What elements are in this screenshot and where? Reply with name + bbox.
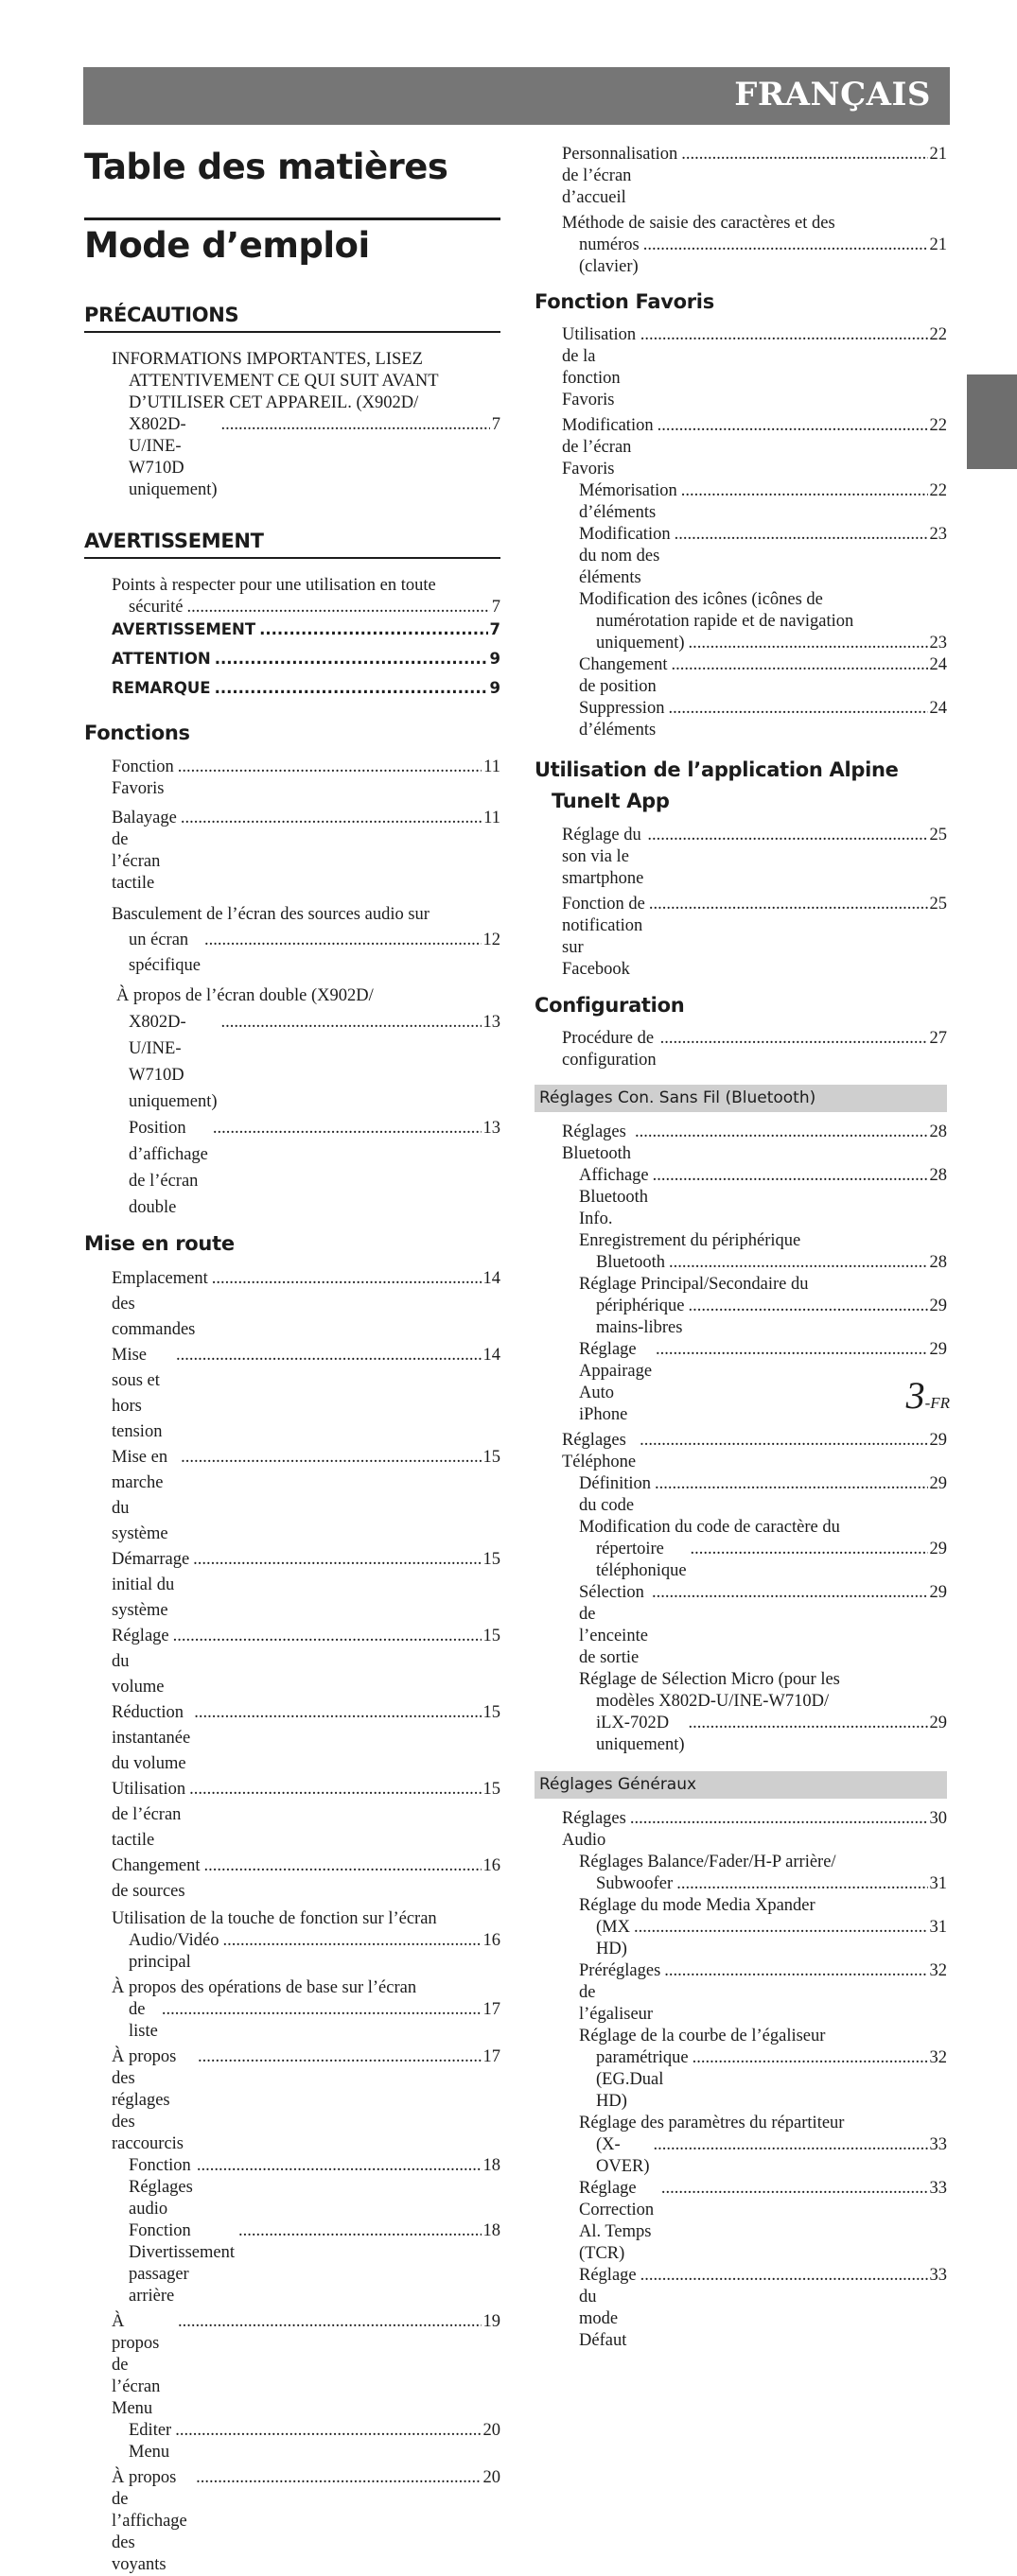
toc-entry[interactable]: Balayage de l’écran tactile ..... 11 xyxy=(84,808,500,895)
toc-entry[interactable]: Utilisation de l’écran tactile ..... 15 xyxy=(84,1777,500,1854)
left-column xyxy=(84,140,500,2576)
toc-entry[interactable]: À propos des opérations de base sur l’écran de liste ..... 17 xyxy=(84,1977,500,2043)
alpine-entries xyxy=(535,825,947,981)
subsection-bluetooth: Réglages Con. Sans Fil (Bluetooth) xyxy=(535,1085,947,1112)
toc-entry[interactable]: À propos de l’écran Menu ..... 19 Editer Menu ..... 20 xyxy=(84,2311,500,2463)
side-tab-marker xyxy=(967,374,1017,469)
manual-title: Mode d’emploi xyxy=(84,225,370,266)
toc-entry[interactable]: Procédure de configuration ..... 27 xyxy=(535,1028,947,1071)
fonctions-entries xyxy=(84,757,500,1221)
title-divider xyxy=(84,218,500,220)
toc-entry[interactable]: Fonction de notification sur Facebook ..... 25 xyxy=(535,894,947,981)
toc-entry[interactable]: Fonction Favoris ..... 11 xyxy=(84,757,500,800)
precautions-entries xyxy=(84,349,500,501)
toc-entry[interactable]: Personnalisation de l’écran d’accueil ..... 21 xyxy=(535,144,947,209)
right-column xyxy=(535,144,947,2352)
avertissement-entries xyxy=(84,575,500,703)
toc-entry[interactable]: Utilisation de la fonction Favoris ..... 22 xyxy=(535,324,947,411)
mise-en-route-entries xyxy=(84,1266,500,2576)
toc-entry[interactable]: Réduction instantanée du volume ..... 15 xyxy=(84,1700,500,1777)
language-banner xyxy=(83,67,950,125)
section-mise-en-route: Mise en route xyxy=(84,1232,235,1255)
toc-entry[interactable]: Utilisation de la touche de fonction sur l’écran Audio/Vidéo principal ..... 16 xyxy=(84,1908,500,1974)
toc-entry[interactable]: INFORMATIONS IMPORTANTES, LISEZ ATTENTIVEMENT CE QUI SUIT AVANT D’UTILISER CET APPAREIL. (X902D/ X802D-U/INE-W710D uniquement) ..... 7 xyxy=(84,349,500,501)
toc-entry[interactable]: Démarrage initial du système ..... 15 xyxy=(84,1547,500,1624)
page-number: 3-FR xyxy=(905,1374,950,1417)
section-alpine-tuneit: Utilisation de l’application Alpine TuneIt App xyxy=(535,758,899,812)
toc-entry-bold[interactable]: REMARQUE ..... 9 xyxy=(84,673,500,703)
section-fonction-favoris: Fonction Favoris xyxy=(535,290,714,313)
favoris-entries xyxy=(535,324,947,741)
toc-entry-bold[interactable]: ATTENTION ..... 9 xyxy=(84,644,500,673)
section-avertissement: AVERTISSEMENT xyxy=(84,530,500,559)
configuration-entries xyxy=(535,1028,947,1071)
toc-entry[interactable]: Emplacement des commandes ..... 14 xyxy=(84,1266,500,1343)
bluetooth-entries xyxy=(535,1122,947,1756)
toc-entry[interactable]: Réglages Téléphone ..... 29 Définition du code ..... 29 Modification du code de caractère du répertoire téléphonique ..... 29 Sélection de l’enceinte de sortie ..... 29 Réglage de Sélection Micro (pour les modèles X802D-U/INE-W710D/ iLX-702D uniquement) ..... 29 xyxy=(535,1430,947,1756)
section-configuration: Configuration xyxy=(535,994,685,1017)
section-fonctions: Fonctions xyxy=(84,722,190,744)
toc-entry[interactable]: Points à respecter pour une utilisation en toute sécurité ..... 7 xyxy=(84,575,500,618)
section-precautions: PRÉCAUTIONS xyxy=(84,304,500,333)
toc-entry[interactable]: Réglages Bluetooth ..... 28 Affichage Bluetooth Info. ..... 28 Enregistrement du périphérique Bluetooth ..... 28 Réglage Principal/Secondaire du périphérique mains-libres ..... 29 Réglage Appairage Auto iPhone ..... 29 xyxy=(535,1122,947,1426)
toc-entry[interactable]: Modification de l’écran Favoris ..... 22 Mémorisation d’éléments ..... 22 Modification du nom des éléments ..... 23 Modification des icônes (icônes de numérotation rapide et de navigation uniquement) ..... 23 Changement de position ..... 24 Suppression d’éléments ..... 24 xyxy=(535,415,947,741)
toc-entry[interactable]: À propos de l’affichage des voyants ..... 20 xyxy=(84,2467,500,2576)
toc-entry[interactable]: Réglage du son via le smartphone ..... 25 xyxy=(535,825,947,890)
language-label: FRANÇAIS xyxy=(734,76,931,113)
toc-entry[interactable]: Basculement de l’écran des sources audio sur un écran spécifique ..... 12 xyxy=(84,902,500,979)
toc-entry[interactable]: À propos des réglages des raccourcis ..... 17 Fonction Réglages audio ..... 18 Fonction Divertissement passager arrière ..... 18 xyxy=(84,2046,500,2307)
toc-entry-bold[interactable]: AVERTISSEMENT ..... 7 xyxy=(84,615,500,644)
subsection-generaux: Réglages Généraux xyxy=(535,1771,947,1799)
toc-title: Table des matières xyxy=(84,147,448,187)
toc-entry[interactable]: Réglage du volume ..... 15 xyxy=(84,1624,500,1700)
toc-entry[interactable]: Réglages Audio ..... 30 Réglages Balance/Fader/H-P arrière/ Subwoofer ..... 31 Réglage du mode Media Xpander (MX HD) ..... 31 Préréglages de l’égaliseur ..... 32 Réglage de la courbe de l’égaliseur paramétrique (EG.Dual HD) ..... 32 Réglage des paramètres du répartiteur (X-OVER) ..... 33 Réglage Correction Al. Temps (TCR) ..... 33 Réglage du mode Défaut ..... 33 xyxy=(535,1808,947,2352)
toc-entry[interactable]: Méthode de saisie des caractères et des numéros (clavier) ..... 21 xyxy=(535,213,947,278)
toc-entry[interactable]: Mise sous et hors tension ..... 14 xyxy=(84,1343,500,1445)
generaux-entries xyxy=(535,1808,947,2352)
toc-entry[interactable]: Changement de sources ..... 16 xyxy=(84,1854,500,1905)
toc-entry[interactable]: À propos de l’écran double (X902D/ X802D-U/INE-W710D uniquement) ..... 13 Position d’affichage de l’écran double ..... 13 xyxy=(84,983,500,1221)
toc-entry[interactable]: Mise en marche du système ..... 15 xyxy=(84,1445,500,1547)
